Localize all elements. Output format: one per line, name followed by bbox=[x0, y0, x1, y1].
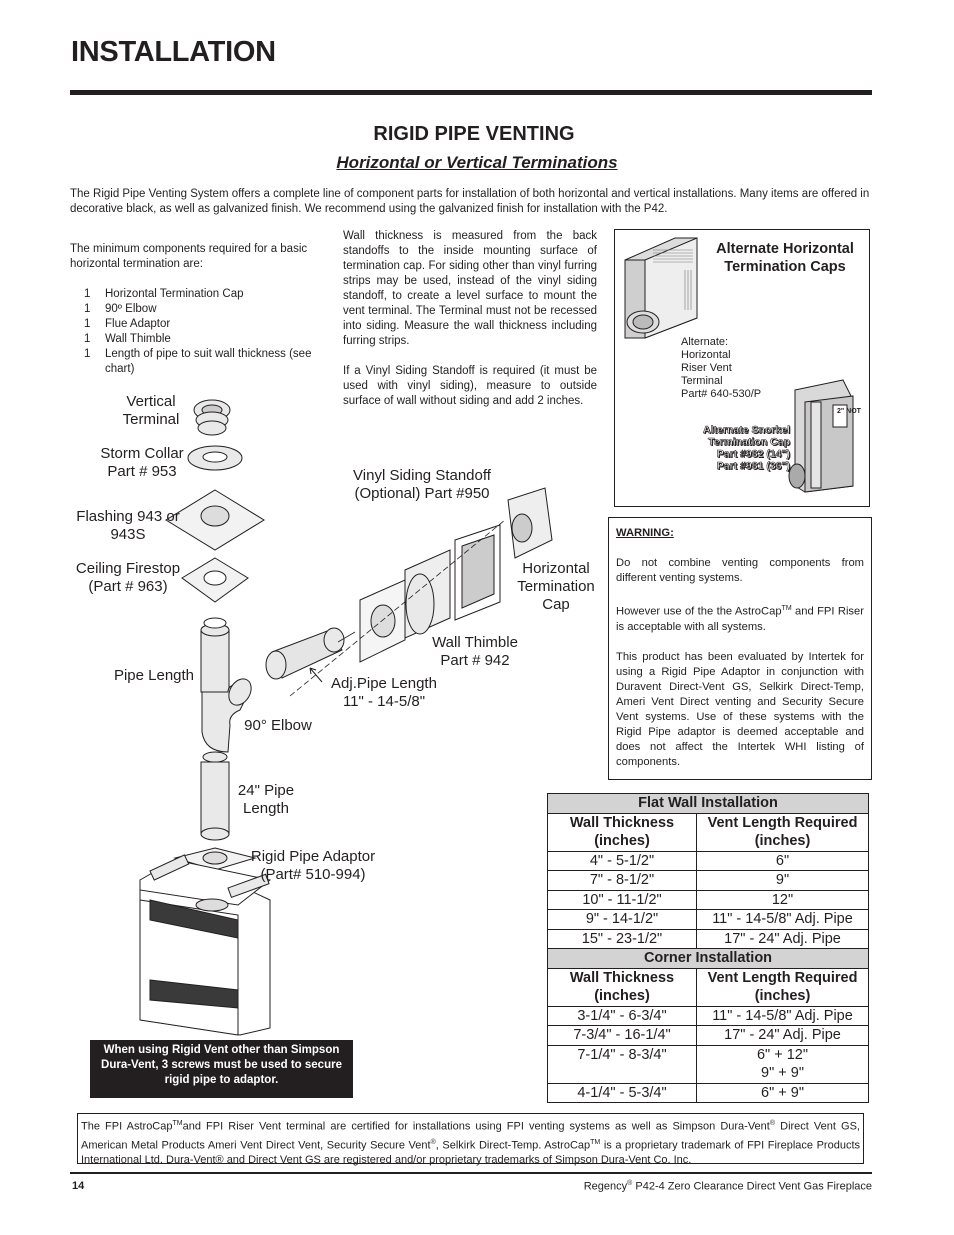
pipe-24-label: 24" Pipe Length bbox=[237, 782, 295, 817]
vertical-terminal-label: Vertical Terminal bbox=[122, 393, 180, 428]
vinyl-standoff-paragraph: If a Vinyl Siding Standoff is required (it must be used with vinyl siding), measure to outside surface of wall without siding and add 2 inches. bbox=[343, 365, 597, 407]
table-row: 7-3/4" - 16-1/4" 17" - 24" Adj. Pipe bbox=[548, 1026, 869, 1046]
snorkel-sign-text: 2" NOT bbox=[837, 408, 861, 415]
flashing-label: Flashing 943 or 943S bbox=[76, 508, 180, 543]
footer-rule bbox=[70, 1172, 872, 1174]
elbow-label: 90° Elbow bbox=[244, 717, 312, 734]
table-row: 4" - 5-1/2" 6" bbox=[548, 851, 869, 871]
warning-title: WARNING: bbox=[616, 527, 674, 539]
warning-paragraph: Do not combine venting components from different venting systems. bbox=[616, 557, 864, 584]
wall-thickness-paragraph: Wall thickness is measured from the back standoffs to the inside mounting surface of termination cap. For siding other than vinyl furring strips may be used, instead of the vinyl siding standoff, to create a level surface to mount the vent terminal. The Terminal must not be recessed into siding. Measure the wall thickness including furring strips. bbox=[343, 230, 597, 347]
list-item: 1 Wall Thimble bbox=[84, 333, 171, 345]
footer-product-title: Regency® P42-4 Zero Clearance Direct Vent Gas Fireplace bbox=[583, 1180, 872, 1193]
warning-paragraph: This product has been evaluated by Intertek for using a Rigid Pipe Adaptor in conjunction with Duravent Direct-Vent GS, Selkirk Direct-Temp, Ameri Vent Direct venting and Security Secure Vent systems. Use of these systems with the Rigid Pipe adaptor is deemed acceptable and does not affect the Intertek WHI listing of components. bbox=[616, 650, 864, 768]
screw-note: When using Rigid Vent other than Simpson Dura-Vent, 3 screws must be used to secure rigid pipe to adaptor. bbox=[90, 1040, 353, 1098]
table-row: 7" - 8-1/2" 9" bbox=[548, 871, 869, 891]
page-title: INSTALLATION bbox=[71, 36, 276, 68]
header-rule bbox=[70, 90, 872, 95]
alternate-caps-title: Alternate Horizontal Termination Caps bbox=[716, 241, 854, 275]
warning-box bbox=[608, 517, 872, 780]
rigid-adaptor-label: Rigid Pipe Adaptor (Part# 510-994) bbox=[250, 848, 376, 883]
ceiling-firestop-label: Ceiling Firestop (Part # 963) bbox=[75, 560, 181, 595]
col-header: Wall Thickness (inches) bbox=[548, 813, 697, 851]
snorkel-cap-label: Alternate Snorkel Termination Cap Part #982 (14") Part #981 (36") bbox=[703, 424, 790, 472]
wall-thimble-label: Wall Thimble Part # 942 bbox=[432, 634, 518, 669]
table-row: 15" - 23-1/2" 17" - 24" Adj. Pipe bbox=[548, 929, 869, 949]
section-title: RIGID PIPE VENTING bbox=[373, 123, 575, 145]
list-item: 1 Length of pipe to suit wall thickness (see chart) bbox=[84, 348, 312, 375]
col-header: Vent Length Required (inches) bbox=[697, 813, 869, 851]
min-components-heading: The minimum components required for a basic horizontal termination are: bbox=[70, 243, 308, 270]
page-number: 14 bbox=[72, 1180, 85, 1192]
table-row: 4-1/4" - 5-3/4" 6" + 9" bbox=[548, 1083, 869, 1103]
warning-paragraph: However use of the the AstroCap™ and FPI Riser is acceptable with all systems. bbox=[616, 605, 864, 633]
list-item: 1 90º Elbow bbox=[84, 303, 157, 315]
table-row: 10" - 11-1/2" 12" bbox=[548, 890, 869, 910]
adj-pipe-label: Adj.Pipe Length 11" - 14-5/8" bbox=[331, 675, 437, 710]
certification-note: The FPI AstroCap™and FPI Riser Vent terminal are certified for installations using FPI venting systems as well as Simpson Dura-Vent® Direct Vent GS, American Metal Products Ameri Vent Direct Vent, Security Secure Vent®, Selkirk Direct-Temp. AstroCap™ is a proprietary trademark of FPI Fireplace Products International Ltd. Dura-Vent® and Direct Vent GS are registered and/or proprietary trademarks of Simpson Dura-Vent Co. Inc. bbox=[77, 1113, 864, 1164]
table-row: 9" - 14-1/2" 11" - 14-5/8" Adj. Pipe bbox=[548, 910, 869, 930]
pipe-length-label: Pipe Length bbox=[113, 667, 195, 684]
list-item: 1 Flue Adaptor bbox=[84, 318, 171, 330]
col-header: Vent Length Required (inches) bbox=[697, 968, 869, 1006]
corner-header: Corner Installation bbox=[548, 949, 869, 969]
flat-wall-header: Flat Wall Installation bbox=[548, 794, 869, 814]
table-row: 7-1/4" - 8-3/4" 6" + 12" 9" + 9" bbox=[548, 1045, 869, 1083]
storm-collar-label: Storm Collar Part # 953 bbox=[100, 445, 184, 480]
vent-length-table bbox=[547, 793, 869, 1103]
horizontal-termination-label: Horizontal Termination Cap bbox=[517, 560, 595, 613]
list-item: 1 Horizontal Termination Cap bbox=[84, 288, 244, 300]
component-list bbox=[84, 287, 324, 377]
col-header: Wall Thickness (inches) bbox=[548, 968, 697, 1006]
vinyl-standoff-label: Vinyl Siding Standoff (Optional) Part #950 bbox=[353, 467, 491, 502]
riser-vent-label: Alternate: Horizontal Riser Vent Terminal Part# 640-530/P bbox=[681, 336, 762, 400]
table-row: 3-1/4" - 6-3/4" 11" - 14-5/8" Adj. Pipe bbox=[548, 1006, 869, 1026]
intro-paragraph: The Rigid Pipe Venting System offers a complete line of component parts for installation of both horizontal and vertical installations. Many items are offered in decorative black, as well as galvanized finish. We recommend using the galvanized finish for installation with the P42. bbox=[70, 188, 870, 215]
section-subtitle: Horizontal or Vertical Terminations bbox=[336, 153, 618, 172]
